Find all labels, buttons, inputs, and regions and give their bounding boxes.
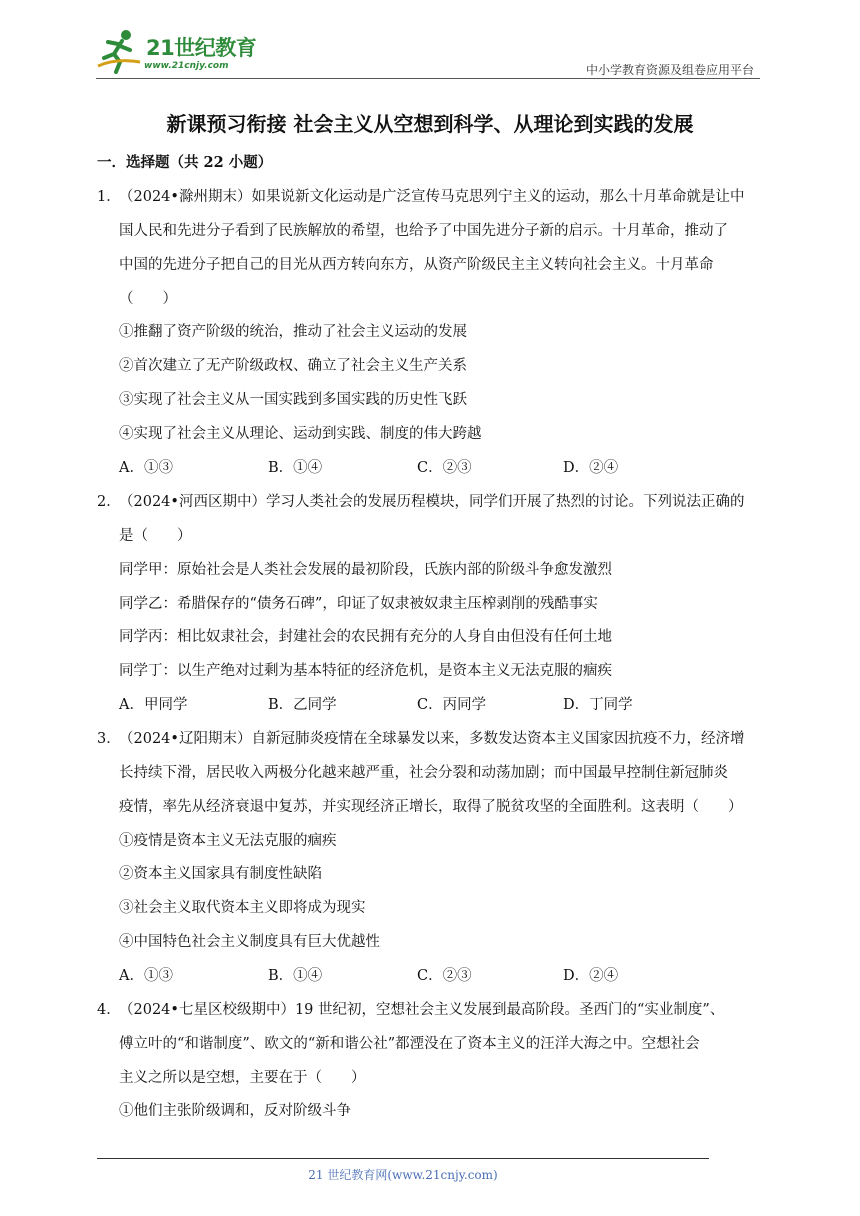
question-1-item-3: ③实现了社会主义从一国实践到多国实践的历史性飞跃	[119, 392, 467, 408]
section-heading: 一．选择题（共 22 小题）	[97, 154, 273, 171]
question-2-stem-1: （2024•河西区期中）学习人类社会的发展历程模块，同学们开展了热烈的讨论。下列说法正确的	[119, 494, 745, 510]
page-header	[0, 0, 860, 80]
question-4-number: 4．	[97, 1002, 121, 1018]
question-3-option-c[interactable]: C．②③	[417, 968, 472, 984]
question-3-stem-1: （2024•辽阳期末）自新冠肺炎疫情在全球暴发以来，多数发达资本主义国家因抗疫不力，经济增	[119, 731, 745, 747]
question-2-number: 2．	[97, 494, 121, 510]
site-logo	[96, 28, 266, 78]
question-2-option-a[interactable]: A．甲同学	[119, 697, 188, 713]
question-1-stem-3: 中国的先进分子把自己的目光从西方转向东方，从资产阶级民主主义转向社会主义。十月革命	[119, 257, 714, 273]
question-1-stem-4: （ ）	[119, 291, 177, 307]
document-title: 新课预习衔接 社会主义从空想到科学、从理论到实践的发展	[166, 112, 694, 136]
question-1-line-1	[97, 185, 744, 206]
question-4-item-1: ①他们主张阶级调和，反对阶级斗争	[119, 1103, 351, 1119]
header-slogan: 中小学教育资源及组卷应用平台	[585, 63, 754, 77]
question-2-item-4: 同学丁：以生产绝对过剩为基本特征的经济危机，是资本主义无法克服的痼疾	[119, 663, 612, 679]
question-1-number: 1．	[97, 189, 121, 205]
question-3-item-2: ②资本主义国家具有制度性缺陷	[119, 866, 322, 882]
question-1-stem-2: 国人民和先进分子看到了民族解放的希望，也给予了中国先进分子新的启示。十月革命，推动了	[119, 223, 728, 239]
question-1-option-c[interactable]: C．②③	[417, 460, 472, 476]
question-4-stem-3: 主义之所以是空想，主要在于（ ）	[119, 1070, 366, 1086]
question-3-item-1: ①疫情是资本主义无法克服的痼疾	[119, 833, 337, 849]
question-3-item-4: ④中国特色社会主义制度具有巨大优越性	[119, 934, 380, 950]
question-3-stem-2: 长持续下滑，居民收入两极分化越来越严重，社会分裂和动荡加剧；而中国最早控制住新冠肺炎	[119, 765, 728, 781]
question-2-item-3: 同学丙：相比奴隶社会，封建社会的农民拥有充分的人身自由但没有任何土地	[119, 629, 612, 645]
question-2-option-d[interactable]: D．丁同学	[563, 697, 633, 713]
question-3-line-1	[97, 727, 744, 748]
question-4-line-1	[97, 998, 724, 1019]
question-1-stem-1: （2024•滁州期末）如果说新文化运动是广泛宣传马克思列宁主义的运动，那么十月革命就是让中	[119, 189, 745, 205]
question-1-item-1: ①推翻了资产阶级的统治，推动了社会主义运动的发展	[119, 324, 467, 340]
question-2-option-c[interactable]: C．丙同学	[417, 697, 487, 713]
question-2-option-b[interactable]: B．乙同学	[268, 697, 337, 713]
question-3-number: 3．	[97, 731, 121, 747]
question-1-option-b[interactable]: B．①④	[268, 460, 323, 476]
question-2-item-2: 同学乙：希腊保存的“债务石碑”，印证了奴隶被奴隶主压榨剥削的残酷事实	[119, 596, 598, 612]
footer-divider	[97, 1158, 709, 1159]
question-4-stem-1: （2024•七星区校级期中）19 世纪初，空想社会主义发展到最高阶段。圣西门的“实业制度”、	[119, 1002, 725, 1018]
header-divider	[96, 78, 760, 79]
logo-brand-text: 21世纪教育	[146, 36, 257, 60]
question-3-stem-3: 疫情，率先从经济衰退中复苏，并实现经济正增长，取得了脱贫攻坚的全面胜利。这表明（ ）	[119, 799, 743, 815]
footer-text: 21 世纪教育网(www.21cnjy.com)	[308, 1168, 498, 1182]
question-3-option-a[interactable]: A．①③	[119, 968, 173, 984]
question-3-option-d[interactable]: D．②④	[563, 968, 619, 984]
logo-url-text: www.21cnjy.com	[144, 61, 229, 71]
question-3-item-3: ③社会主义取代资本主义即将成为现实	[119, 900, 366, 916]
question-2-item-1: 同学甲：原始社会是人类社会发展的最初阶段，氏族内部的阶级斗争愈发激烈	[119, 562, 612, 578]
question-1-item-2: ②首次建立了无产阶级政权、确立了社会主义生产关系	[119, 358, 467, 374]
runner-logo-icon	[96, 28, 144, 74]
question-3-option-b[interactable]: B．①④	[268, 968, 323, 984]
question-1-option-d[interactable]: D．②④	[563, 460, 619, 476]
question-4-stem-2: 傅立叶的“和谐制度”、欧文的“新和谐公社”都湮没在了资本主义的汪洋大海之中。空想社会	[119, 1036, 700, 1052]
question-1-option-a[interactable]: A．①③	[119, 460, 173, 476]
question-1-item-4: ④实现了社会主义从理论、运动到实践、制度的伟大跨越	[119, 426, 482, 442]
question-2-line-1	[97, 490, 744, 511]
question-2-stem-2: 是（ ）	[119, 528, 192, 544]
